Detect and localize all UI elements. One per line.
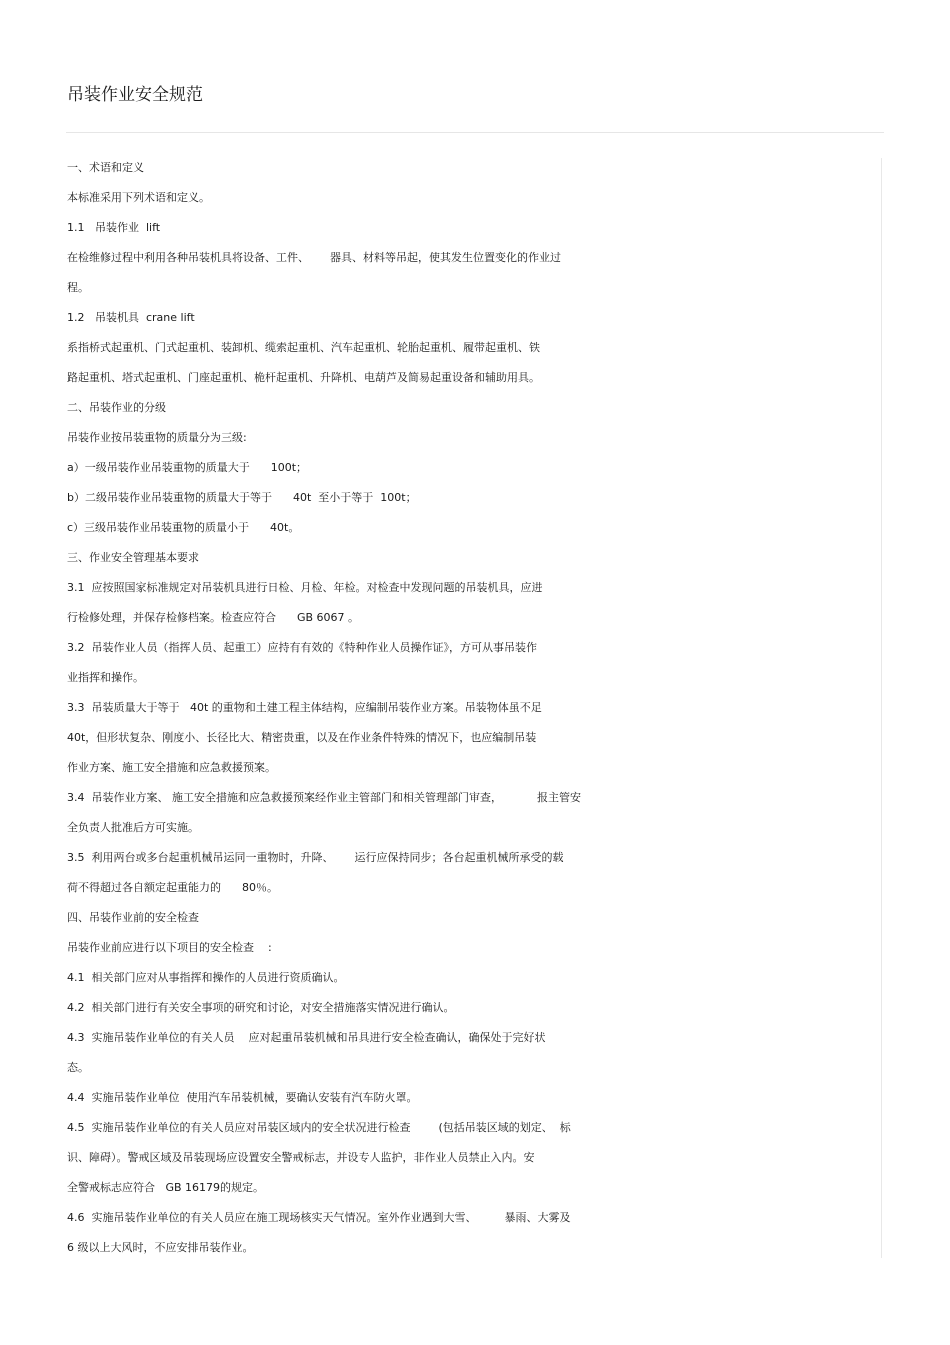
paragraph-line: 在检维修过程中利用各种吊装机具将设备、工件、 器具、材料等吊起，使其发生位置变化的作业过 (67, 251, 561, 264)
title-divider (66, 132, 884, 133)
paragraph-line: 本标准采用下列术语和定义。 (67, 191, 210, 204)
clause-line: 4.2 相关部门进行有关安全事项的研究和讨论，对安全措施落实情况进行确认。 (67, 1001, 455, 1014)
paragraph-line: 业指挥和操作。 (67, 671, 144, 684)
paragraph-line: 全负责人批准后方可实施。 (67, 821, 199, 834)
clause-line: 3.5 利用两台或多台起重机械吊运同一重物时，升降、 运行应保持同步；各台起重机械所承受的载 (67, 851, 564, 864)
clause-line: 4.5 实施吊装作业单位的有关人员应对吊装区域内的安全状况进行检查 (包括吊装区域的划定、 标 (67, 1121, 571, 1134)
document-title: 吊装作业安全规范 (67, 85, 203, 105)
paragraph-line: 行检修处理，并保存检修档案。检查应符合 GB 6067 。 (67, 611, 360, 624)
clause-line: 4.3 实施吊装作业单位的有关人员 应对起重吊装机械和吊具进行安全检查确认，确保处于完好状 (67, 1031, 546, 1044)
paragraph-line: 程。 (67, 281, 89, 294)
paragraph-line: 6 级以上大风时，不应安排吊装作业。 (67, 1241, 254, 1254)
paragraph-line: 路起重机、塔式起重机、门座起重机、桅杆起重机、升降机、电葫芦及简易起重设备和辅助用具。 (67, 371, 540, 384)
clause-line: 3.4 吊装作业方案、 施工安全措施和应急救援预案经作业主管部门和相关管理部门审查， 报主管安 (67, 791, 581, 804)
list-item: c）三级吊装作业吊装重物的质量小于 40t。 (67, 521, 300, 534)
paragraph-line: 吊装作业按吊装重物的质量分为三级: (67, 431, 247, 444)
clause-line: 3.1 应按照国家标准规定对吊装机具进行日检、月检、年检。对检查中发现问题的吊装机具，应进 (67, 581, 543, 594)
clause-line: 4.4 实施吊装作业单位 使用汽车吊装机械，要确认安装有汽车防火罩。 (67, 1091, 418, 1104)
paragraph-line: 荷不得超过各自额定起重能力的 80％。 (67, 881, 278, 894)
clause-line: 3.3 吊装质量大于等于 40t 的重物和土建工程主体结构，应编制吊装作业方案。吊装物体虽不足 (67, 701, 542, 714)
section-heading: 二、吊装作业的分级 (67, 401, 166, 414)
section-heading: 一、术语和定义 (67, 161, 144, 174)
paragraph-line: 系指桥式起重机、门式起重机、装卸机、缆索起重机、汽车起重机、轮胎起重机、履带起重机、铁 (67, 341, 540, 354)
section-heading: 三、作业安全管理基本要求 (67, 551, 199, 564)
paragraph-line: 态。 (67, 1061, 89, 1074)
document-body (67, 153, 887, 1263)
paragraph-line: 全警戒标志应符合 GB 16179的规定。 (67, 1181, 265, 1194)
clause-line: 3.2 吊装作业人员（指挥人员、起重工）应持有有效的《特种作业人员操作证》，方可从事吊装作 (67, 641, 537, 654)
clause-heading: 1.2 吊装机具 crane lift (67, 311, 195, 324)
list-item: b）二级吊装作业吊装重物的质量大于等于 40t 至小于等于 100t； (67, 491, 417, 504)
paragraph-line: 吊装作业前应进行以下项目的安全检查 : (67, 941, 272, 954)
paragraph-line: 40t，但形状复杂、刚度小、长径比大、精密贵重，以及在作业条件特殊的情况下，也应编制吊装 (67, 731, 537, 744)
clause-line: 4.1 相关部门应对从事指挥和操作的人员进行资质确认。 (67, 971, 345, 984)
clause-line: 4.6 实施吊装作业单位的有关人员应在施工现场核实天气情况。室外作业遇到大雪、 暴雨、大雾及 (67, 1211, 571, 1224)
clause-heading: 1.1 吊装作业 lift (67, 221, 161, 234)
paragraph-line: 作业方案、施工安全措施和应急救援预案。 (67, 761, 276, 774)
section-heading: 四、吊装作业前的安全检查 (67, 911, 199, 924)
list-item: a）一级吊装作业吊装重物的质量大于 100t； (67, 461, 308, 474)
paragraph-line: 识、障碍）。警戒区域及吊装现场应设置安全警戒标志，并设专人监护，非作业人员禁止入内。安 (67, 1151, 535, 1164)
